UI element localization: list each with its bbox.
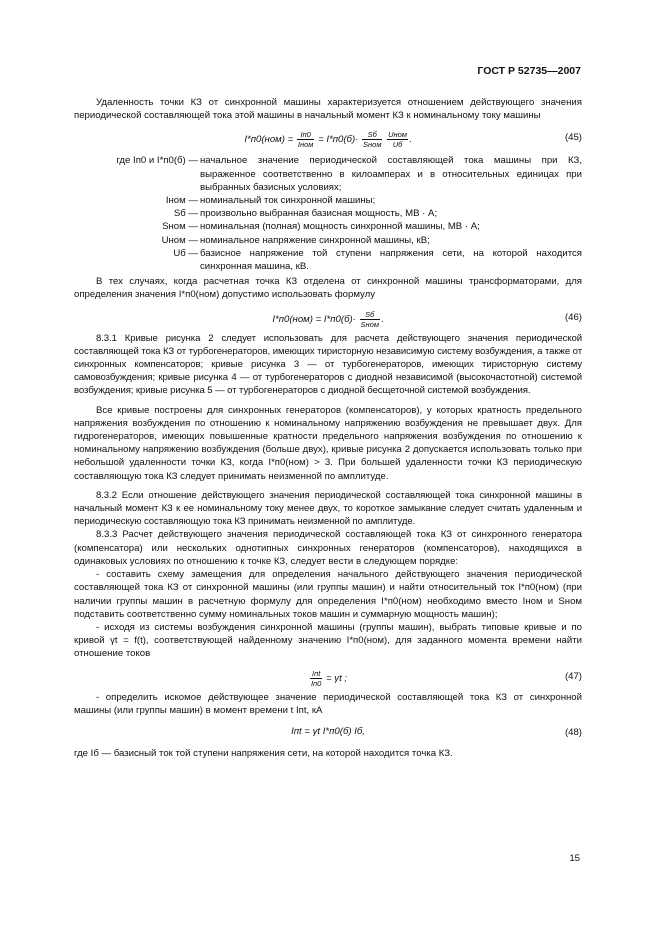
page-number: 15 (569, 853, 580, 864)
bullet-curves: - исходя из системы возбуждения синхронной машины (группы машин), выбрать типовые кривые и по кривой γt = f(t), соответствующей найденному значению I*п0(ном), для заданного момента времени найти отношение токов (74, 621, 582, 660)
paragraph-base-current: где Iб — базисный ток той ступени напряжения сети, на которой находится точка КЗ. (74, 747, 453, 759)
formula-46-lhs: I*п0(ном) = I*п0(б)· (272, 313, 356, 325)
definition-row (74, 247, 582, 273)
formula-45-frac1: $\frac{Iп0}{\text{Iном}}$ (297, 130, 314, 150)
definition-symbol: Uном — (161, 234, 198, 246)
formula-48-number: (48) (564, 726, 582, 738)
formula-47-rhs: = γt ; (326, 672, 348, 684)
definition-symbol: Iном — (165, 195, 198, 207)
definitions-list (74, 154, 582, 273)
formula-46: I*п0(ном) = I*п0(б)· $\frac{Sб}{\text{Sном}}$ . (46) (272, 309, 582, 329)
formula-45-lhs: I*п0(ном) = (244, 134, 294, 146)
formula-48 (74, 717, 582, 747)
formula-45-mid: = I*п0(б)· (318, 134, 359, 146)
definition-text: начальное значение периодической составляющей тока машины при КЗ, выраженное соответственно в килоамперах и в относительных единицах при выбранных базисных условиях; (200, 155, 582, 193)
formula-48-expr: Iпt = γt I*п0(б) Iб, (291, 725, 365, 737)
definition-text: номинальное напряжение синхронной машины, кВ; (200, 234, 430, 246)
definition-text: номинальная (полная) мощность синхронной машины, МВ · А; (200, 221, 480, 233)
formula-47-number: (47) (564, 670, 582, 682)
definition-text: базисное напряжение той ступени напряжения сети, на которой находится синхронная машина, кВ. (200, 247, 582, 273)
definition-row (74, 220, 582, 233)
definition-row (74, 234, 582, 247)
bullet-scheme: - составить схему замещения для определения начального действующего значения периодической составляющей тока КЗ от синхронной машины (или группы машин) и найти относительный ток I*п0(ном) (при наличии группы машин в расчетную формулу для определения I*п0(ном) необходимо вместо Iном и Sном подставить соответственно сумму номинальных токов машин и суммарную мощность машин); (74, 569, 582, 620)
definition-symbol: Sб — (173, 208, 198, 220)
formula-46-number: (46) (564, 311, 582, 323)
definition-row (74, 194, 582, 207)
definition-symbol: Sном — (162, 221, 198, 233)
paragraph-8-3-1: 8.3.1 Кривые рисунка 2 следует использовать для расчета действующего значения периодической составляющей тока КЗ от турбогенераторов, имеющих тиристорную независимую систему возбуждения, а также от синхронных компенсаторов; кривые рисунка 3 — от турбогенераторов, имеющих тиристорную систему самовозбуждения; кривые рисунка 4 — от турбогенераторов с диодной независимой (высокочастотной) системой возбуждения; кривые рисунка 5 — от турбогенераторов с диодной бесщеточной системой возбуждения. (74, 332, 582, 397)
formula-47 (74, 661, 582, 691)
definition-row (74, 154, 582, 194)
formula-45: I*п0(ном) = $\frac{Iп0}{\text{Iном}}$ = I*п0(б)· $\frac{Sб}{\text{Sном}}$ $\frac{\text{Uном}}{Uб}$ . (45) (244, 130, 582, 150)
definition-row (74, 207, 582, 220)
definition-text: номинальный ток синхронной машины; (200, 195, 376, 207)
paragraph-8-3-3: 8.3.3 Расчет действующего значения периодической составляющей тока КЗ от синхронного генератора (компенсатора) или нескольких однотипных синхронных генераторов (компенсаторов), находящихся в одинаковых условиях по отношению к точке КЗ, следует вести в следующем порядке: (74, 529, 582, 567)
page-body (74, 96, 582, 760)
formula-46-frac: $\frac{Sб}{\text{Sном}}$ (360, 309, 379, 329)
definition-symbol: Uб — (173, 247, 198, 259)
bullet-determine: - определить искомое действующее значение периодической составляющей тока КЗ от синхронной машины (или группы машин) в момент времени t Iпt, кА (74, 691, 582, 716)
formula-45-frac3: $\frac{\text{Uном}}{Uб}$ (388, 130, 407, 150)
paragraph-remoteness: Удаленность точки КЗ от синхронной машины характеризуется отношением действующего значения периодической составляющей тока этой машины в начальный момент КЗ к номинальному току машины (74, 97, 582, 122)
paragraph-8-3-2: 8.3.2 Если отношение действующего значения периодической составляющей тока синхронной машины в начальный момент КЗ к ее номинальному току менее двух, то короткое замыкание следует считать удаленным и периодическую составляющую тока КЗ принимать неизменной по амплитуде. (74, 489, 582, 528)
definition-symbol: где Iп0 и I*п0(б) — (116, 155, 198, 167)
paragraph-transformers: В тех случаях, когда расчетная точка КЗ отделена от синхронной машины трансформаторами, для определения значения I*п0(ном) допустимо использовать формулу (74, 276, 582, 301)
formula-47-frac: $\frac{\text{Iпt}}{Iп0}$ (310, 668, 322, 688)
paragraph-curves-note: Все кривые построены для синхронных генераторов (компенсаторов), у которых кратность предельного напряжения возбуждения по отношению к номинальному напряжению возбуждения не превышает двух. Для гидрогенераторов, имеющих повышенные кратности предельного напряжения возбуждения по отношению к номинальному напряжению возбуждения (больше двух), кривые рисунка 2 допускается использовать только при небольшой удаленности точки КЗ, когда I*п0(ном) > 3. При большей удаленности точки КЗ периодическую составляющую тока КЗ следует принимать неизменной по амплитуде. (74, 404, 582, 482)
formula-45-frac2: $\frac{Sб}{\text{Sном}}$ (363, 130, 382, 150)
formula-45-number: (45) (564, 132, 582, 144)
document-header: ГОСТ Р 52735—2007 (477, 65, 581, 77)
definition-text: произвольно выбранная базисная мощность, МВ · А; (200, 208, 438, 220)
